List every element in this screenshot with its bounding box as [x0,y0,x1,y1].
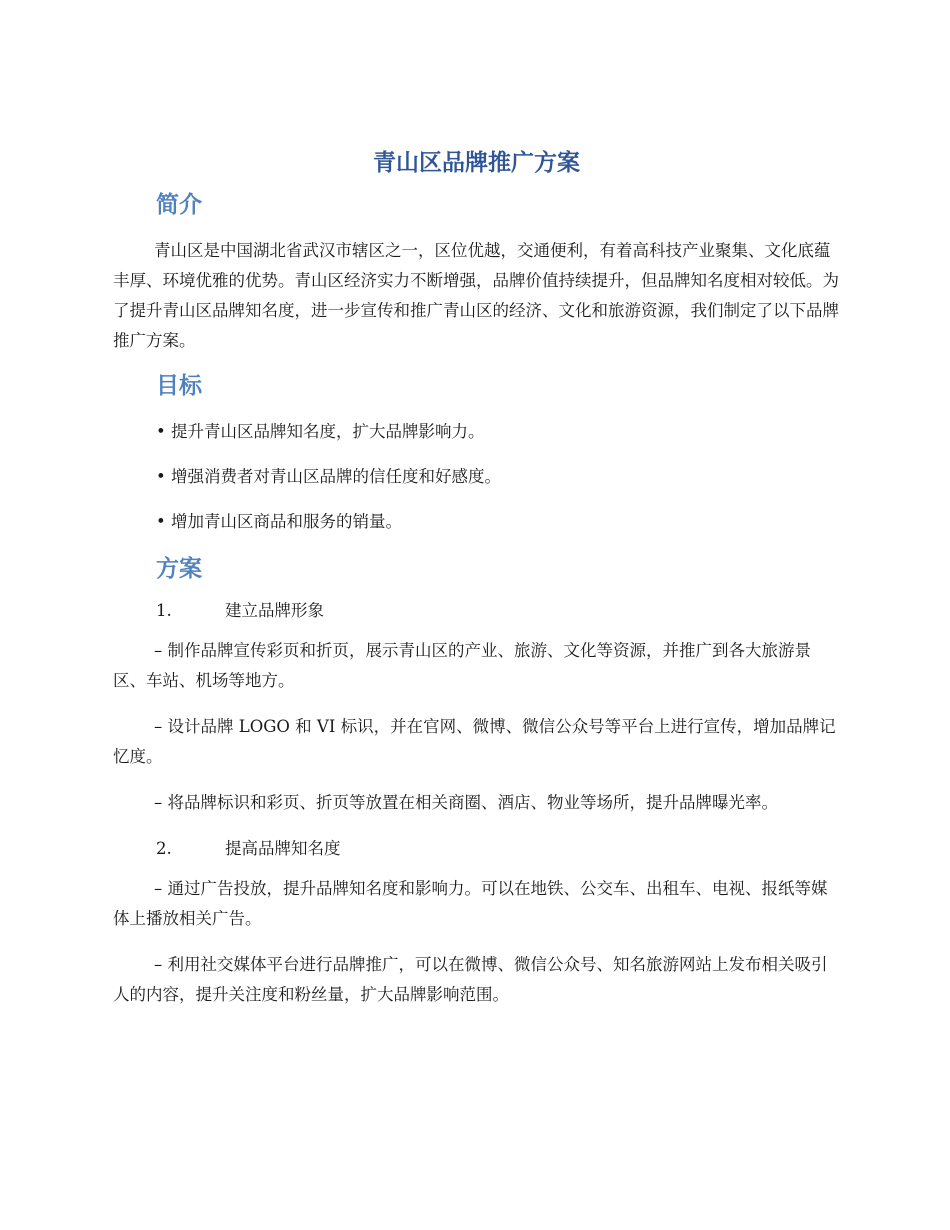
plan-step-number: 1. [156,601,172,620]
section-heading-goals: 目标 [156,373,202,399]
plan-point: – 通过广告投放，提升品牌知名度和影响力。可以在地铁、公交车、出租车、电视、报纸等媒体上播放相关广告。 [113,879,828,928]
document-page [113,140,840,1026]
plan-point: – 设计品牌 LOGO 和 VI 标识，并在官网、微博、微信公众号等平台上进行宣传，增加品牌记忆度。 [113,717,836,766]
document-title: 青山区品牌推广方案 [373,150,580,176]
plan-point: – 制作品牌宣传彩页和折页，展示青山区的产业、旅游、文化等资源，并推广到各大旅游景区、车站、机场等地方。 [113,641,811,690]
goal-item: • 增加青山区商品和服务的销量。 [156,512,402,531]
goals-list [113,417,840,537]
plan-step-heading [113,834,840,864]
plan-step-title: 建立品牌形象 [225,601,324,620]
plan-step-title: 提高品牌知名度 [225,839,341,858]
intro-paragraph: 青山区是中国湖北省武汉市辖区之一，区位优越，交通便利，有着高科技产业聚集、文化底蕴丰厚、环境优雅的优势。青山区经济实力不断增强，品牌价值持续提升，但品牌知名度相对较低。为了提升青山区品牌知名度，进一步宣传和推广青山区的经济、文化和旅游资源，我们制定了以下品牌推广方案。 [113,241,839,350]
plan-point: – 利用社交媒体平台进行品牌推广，可以在微博、微信公众号、知名旅游网站上发布相关吸引人的内容，提升关注度和粉丝量，扩大品牌影响范围。 [113,955,828,1004]
plan-step-heading [113,596,840,626]
plan-point: – 将品牌标识和彩页、折页等放置在相关商圈、酒店、物业等场所，提升品牌曝光率。 [154,793,778,812]
goal-item: • 提升青山区品牌知名度，扩大品牌影响力。 [156,422,485,441]
section-heading-intro: 简介 [156,192,202,218]
plan-step-number: 2. [156,839,172,858]
goal-item: • 增强消费者对青山区品牌的信任度和好感度。 [156,467,501,486]
section-heading-plan: 方案 [156,556,202,582]
